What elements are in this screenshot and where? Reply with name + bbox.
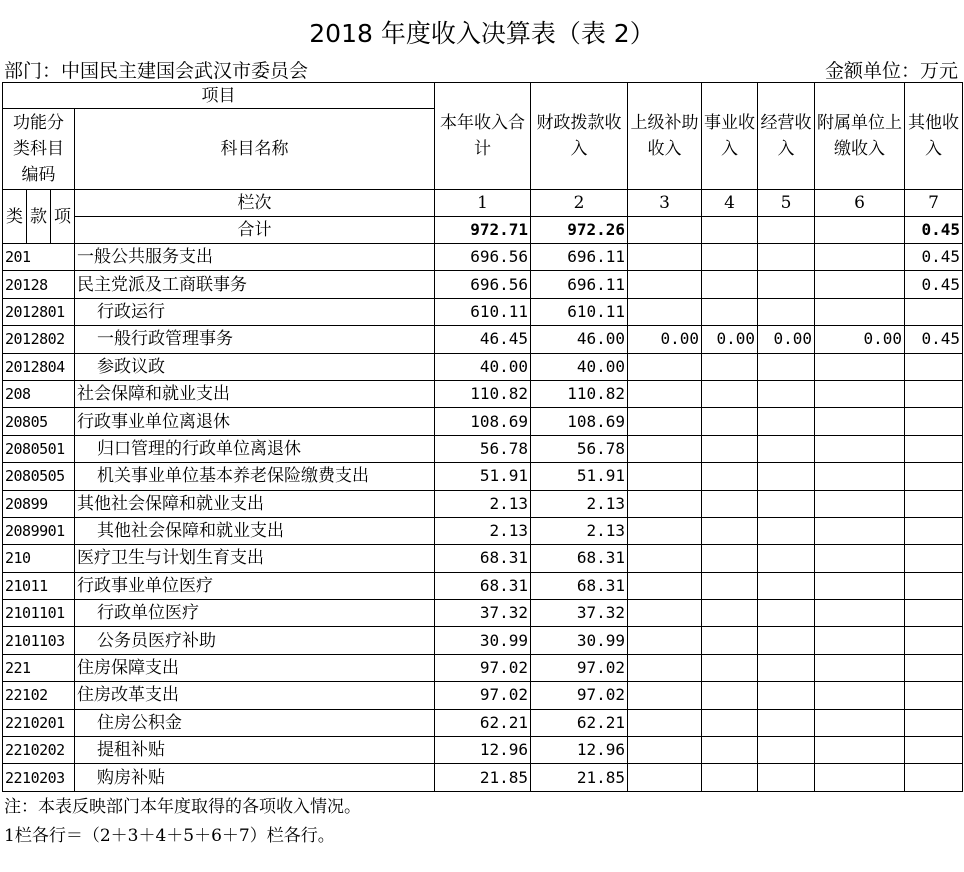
- row-col-4: 0.00: [702, 326, 758, 353]
- row-col-6: [815, 353, 905, 380]
- row-col-4: [702, 435, 758, 462]
- row-subject-name: 提租补贴: [75, 737, 435, 764]
- row-col-2: 97.02: [531, 682, 628, 709]
- row-col-6: [815, 737, 905, 764]
- row-col-7: 0.45: [905, 326, 963, 353]
- amount-unit-label: 金额单位：万元: [824, 60, 958, 82]
- row-col-6: [815, 764, 905, 791]
- row-subject-name: 民主党派及工商联事务: [75, 271, 435, 298]
- row-col-5: [758, 490, 815, 517]
- total-col-6: [815, 217, 905, 244]
- col-number-1: 1: [435, 190, 531, 217]
- row-col-7: [905, 408, 963, 435]
- header-xiang: 项: [51, 190, 75, 244]
- row-col-1: 108.69: [435, 408, 531, 435]
- row-code: 20899: [3, 490, 75, 517]
- row-col-5: 0.00: [758, 326, 815, 353]
- row-col-3: [628, 517, 702, 544]
- table-row: [3, 627, 963, 654]
- row-subject-name: 其他社会保障和就业支出: [75, 517, 435, 544]
- row-col-5: [758, 764, 815, 791]
- row-col-5: [758, 353, 815, 380]
- row-subject-name: 行政运行: [75, 298, 435, 325]
- row-col-7: [905, 490, 963, 517]
- row-col-4: [702, 764, 758, 791]
- row-col-2: 68.31: [531, 572, 628, 599]
- row-col-2: 108.69: [531, 408, 628, 435]
- row-col-2: 610.11: [531, 298, 628, 325]
- row-col-5: [758, 298, 815, 325]
- table-row: [3, 380, 963, 407]
- row-col-3: [628, 435, 702, 462]
- row-subject-name: 一般公共服务支出: [75, 244, 435, 271]
- row-col-1: 68.31: [435, 545, 531, 572]
- row-col-1: 97.02: [435, 654, 531, 681]
- row-code: 20805: [3, 408, 75, 435]
- row-subject-name: 住房改革支出: [75, 682, 435, 709]
- row-col-3: [628, 244, 702, 271]
- row-subject-name: 医疗卫生与计划生育支出: [75, 545, 435, 572]
- row-code: 2210201: [3, 709, 75, 736]
- table-row: [3, 490, 963, 517]
- row-subject-name: 行政事业单位医疗: [75, 572, 435, 599]
- row-col-6: [815, 435, 905, 462]
- row-col-5: [758, 572, 815, 599]
- table-row: [3, 600, 963, 627]
- row-subject-name: 公务员医疗补助: [75, 627, 435, 654]
- row-subject-name: 机关事业单位基本养老保险缴费支出: [75, 463, 435, 490]
- col-number-6: 6: [815, 190, 905, 217]
- row-col-5: [758, 737, 815, 764]
- header-item: 项目: [3, 83, 435, 109]
- row-col-4: [702, 353, 758, 380]
- row-col-1: 46.45: [435, 326, 531, 353]
- row-col-2: 12.96: [531, 737, 628, 764]
- row-col-6: 0.00: [815, 326, 905, 353]
- row-col-1: 40.00: [435, 353, 531, 380]
- header-func-code: 功能分类科目编码: [3, 109, 75, 190]
- row-code: 22102: [3, 682, 75, 709]
- table-row: [3, 435, 963, 462]
- row-col-6: [815, 298, 905, 325]
- row-col-1: 62.21: [435, 709, 531, 736]
- row-col-4: [702, 517, 758, 544]
- row-col-1: 68.31: [435, 572, 531, 599]
- row-col-7: [905, 737, 963, 764]
- row-col-2: 46.00: [531, 326, 628, 353]
- row-col-5: [758, 682, 815, 709]
- row-col-3: [628, 764, 702, 791]
- row-col-3: [628, 298, 702, 325]
- row-col-2: 696.11: [531, 244, 628, 271]
- row-col-4: [702, 271, 758, 298]
- row-col-4: [702, 709, 758, 736]
- row-col-4: [702, 408, 758, 435]
- row-col-2: 2.13: [531, 490, 628, 517]
- col-number-7: 7: [905, 190, 963, 217]
- header-col-3: 上级补助收入: [628, 83, 702, 190]
- row-code: 2101101: [3, 600, 75, 627]
- row-subject-name: 归口管理的行政单位离退休: [75, 435, 435, 462]
- row-col-3: [628, 545, 702, 572]
- row-col-6: [815, 600, 905, 627]
- row-col-7: [905, 709, 963, 736]
- total-col-2: 972.26: [531, 217, 628, 244]
- row-subject-name: 参政议政: [75, 353, 435, 380]
- header-kuan: 款: [27, 190, 51, 244]
- table-row: [3, 271, 963, 298]
- total-col-3: [628, 217, 702, 244]
- row-code: 21011: [3, 572, 75, 599]
- notes: [4, 793, 361, 851]
- table-row: [3, 244, 963, 271]
- row-col-2: 2.13: [531, 517, 628, 544]
- table-row: [3, 709, 963, 736]
- row-col-2: 21.85: [531, 764, 628, 791]
- row-col-1: 51.91: [435, 463, 531, 490]
- table-row: [3, 353, 963, 380]
- row-code: 2210203: [3, 764, 75, 791]
- table-row: [3, 298, 963, 325]
- row-code: 2012802: [3, 326, 75, 353]
- row-col-6: [815, 408, 905, 435]
- row-col-1: 696.56: [435, 244, 531, 271]
- col-number-4: 4: [702, 190, 758, 217]
- total-col-4: [702, 217, 758, 244]
- row-col-2: 37.32: [531, 600, 628, 627]
- row-col-1: 30.99: [435, 627, 531, 654]
- row-code: 2101103: [3, 627, 75, 654]
- total-label: 合计: [75, 217, 435, 244]
- row-col-1: 110.82: [435, 380, 531, 407]
- row-col-5: [758, 435, 815, 462]
- header-col-5: 经营收入: [758, 83, 815, 190]
- row-col-7: [905, 380, 963, 407]
- row-col-2: 696.11: [531, 271, 628, 298]
- row-col-3: [628, 709, 702, 736]
- total-col-5: [758, 217, 815, 244]
- row-col-3: 0.00: [628, 326, 702, 353]
- row-col-6: [815, 463, 905, 490]
- row-col-4: [702, 682, 758, 709]
- total-col-7: 0.45: [905, 217, 963, 244]
- row-col-1: 37.32: [435, 600, 531, 627]
- row-subject-name: 社会保障和就业支出: [75, 380, 435, 407]
- table-row: [3, 572, 963, 599]
- row-col-4: [702, 600, 758, 627]
- row-col-3: [628, 490, 702, 517]
- row-code: 2089901: [3, 517, 75, 544]
- row-subject-name: 行政单位医疗: [75, 600, 435, 627]
- row-col-2: 62.21: [531, 709, 628, 736]
- row-col-5: [758, 709, 815, 736]
- row-col-5: [758, 545, 815, 572]
- row-col-4: [702, 627, 758, 654]
- row-col-2: 30.99: [531, 627, 628, 654]
- row-col-5: [758, 244, 815, 271]
- table-row: [3, 545, 963, 572]
- row-col-2: 40.00: [531, 353, 628, 380]
- row-col-1: 56.78: [435, 435, 531, 462]
- row-col-7: 0.45: [905, 271, 963, 298]
- row-col-4: [702, 463, 758, 490]
- row-col-6: [815, 682, 905, 709]
- row-col-5: [758, 627, 815, 654]
- row-col-6: [815, 545, 905, 572]
- row-col-4: [702, 298, 758, 325]
- row-col-7: [905, 627, 963, 654]
- row-col-7: [905, 517, 963, 544]
- row-col-1: 2.13: [435, 517, 531, 544]
- header-subject-name: 科目名称: [75, 109, 435, 190]
- row-col-4: [702, 244, 758, 271]
- row-col-4: [702, 380, 758, 407]
- header-col-2: 财政拨款收入: [531, 83, 628, 190]
- header-col-7: 其他收入: [905, 83, 963, 190]
- department-label: 部门：中国民主建国会武汉市委员会: [4, 60, 309, 82]
- row-col-3: [628, 353, 702, 380]
- row-col-3: [628, 627, 702, 654]
- row-col-4: [702, 654, 758, 681]
- row-col-3: [628, 682, 702, 709]
- row-subject-name: 其他社会保障和就业支出: [75, 490, 435, 517]
- row-col-2: 97.02: [531, 654, 628, 681]
- row-col-7: [905, 435, 963, 462]
- row-code: 221: [3, 654, 75, 681]
- row-col-7: [905, 463, 963, 490]
- header-col-1: 本年收入合计: [435, 83, 531, 190]
- row-col-7: [905, 600, 963, 627]
- row-col-4: [702, 572, 758, 599]
- row-col-6: [815, 490, 905, 517]
- row-code: 208: [3, 380, 75, 407]
- row-col-7: [905, 545, 963, 572]
- income-table: [2, 82, 963, 792]
- row-col-6: [815, 572, 905, 599]
- row-code: 2080505: [3, 463, 75, 490]
- row-col-4: [702, 490, 758, 517]
- row-col-3: [628, 600, 702, 627]
- row-col-5: [758, 654, 815, 681]
- row-col-1: 2.13: [435, 490, 531, 517]
- row-col-6: [815, 654, 905, 681]
- row-col-2: 110.82: [531, 380, 628, 407]
- row-col-1: 696.56: [435, 271, 531, 298]
- row-col-6: [815, 627, 905, 654]
- row-code: 210: [3, 545, 75, 572]
- row-subject-name: 住房公积金: [75, 709, 435, 736]
- row-subject-name: 购房补贴: [75, 764, 435, 791]
- row-col-7: [905, 654, 963, 681]
- row-col-5: [758, 408, 815, 435]
- header-lei: 类: [3, 190, 27, 244]
- row-subject-name: 一般行政管理事务: [75, 326, 435, 353]
- row-col-5: [758, 271, 815, 298]
- note-line-1: 注：本表反映部门本年度取得的各项收入情况。: [4, 797, 361, 817]
- row-col-6: [815, 709, 905, 736]
- table-row: [3, 517, 963, 544]
- row-subject-name: 住房保障支出: [75, 654, 435, 681]
- row-col-5: [758, 517, 815, 544]
- header-col-4: 事业收入: [702, 83, 758, 190]
- row-col-7: [905, 764, 963, 791]
- row-code: 20128: [3, 271, 75, 298]
- row-col-5: [758, 463, 815, 490]
- total-col-1: 972.71: [435, 217, 531, 244]
- col-number-2: 2: [531, 190, 628, 217]
- row-col-3: [628, 408, 702, 435]
- row-code: 2080501: [3, 435, 75, 462]
- table-row: [3, 408, 963, 435]
- row-col-4: [702, 545, 758, 572]
- row-col-1: 97.02: [435, 682, 531, 709]
- row-col-3: [628, 737, 702, 764]
- row-col-5: [758, 600, 815, 627]
- col-number-5: 5: [758, 190, 815, 217]
- note-line-2: 1栏各行＝（2＋3＋4＋5＋6＋7）栏各行。: [4, 826, 335, 846]
- row-col-2: 51.91: [531, 463, 628, 490]
- table-row: [3, 737, 963, 764]
- table-row: [3, 682, 963, 709]
- row-col-7: [905, 298, 963, 325]
- row-col-1: 21.85: [435, 764, 531, 791]
- row-col-7: [905, 572, 963, 599]
- header-col-6: 附属单位上缴收入: [815, 83, 905, 190]
- report-title: 2018 年度收入决算表（表 2）: [309, 19, 655, 48]
- row-col-1: 610.11: [435, 298, 531, 325]
- row-col-5: [758, 380, 815, 407]
- row-subject-name: 行政事业单位离退休: [75, 408, 435, 435]
- row-code: 2210202: [3, 737, 75, 764]
- row-code: 2012804: [3, 353, 75, 380]
- row-col-6: [815, 380, 905, 407]
- row-col-6: [815, 244, 905, 271]
- row-col-6: [815, 517, 905, 544]
- header-lan-ci: 栏次: [75, 190, 435, 217]
- row-code: 2012801: [3, 298, 75, 325]
- table-row: [3, 764, 963, 791]
- row-col-3: [628, 271, 702, 298]
- row-code: 201: [3, 244, 75, 271]
- row-col-4: [702, 737, 758, 764]
- table-row: [3, 463, 963, 490]
- row-col-2: 56.78: [531, 435, 628, 462]
- row-col-3: [628, 463, 702, 490]
- row-col-1: 12.96: [435, 737, 531, 764]
- row-col-3: [628, 380, 702, 407]
- row-col-3: [628, 572, 702, 599]
- row-col-7: 0.45: [905, 244, 963, 271]
- table-row: [3, 326, 963, 353]
- row-col-7: [905, 353, 963, 380]
- row-col-2: 68.31: [531, 545, 628, 572]
- col-number-3: 3: [628, 190, 702, 217]
- table-row: [3, 654, 963, 681]
- row-col-7: [905, 682, 963, 709]
- row-col-3: [628, 654, 702, 681]
- row-col-6: [815, 271, 905, 298]
